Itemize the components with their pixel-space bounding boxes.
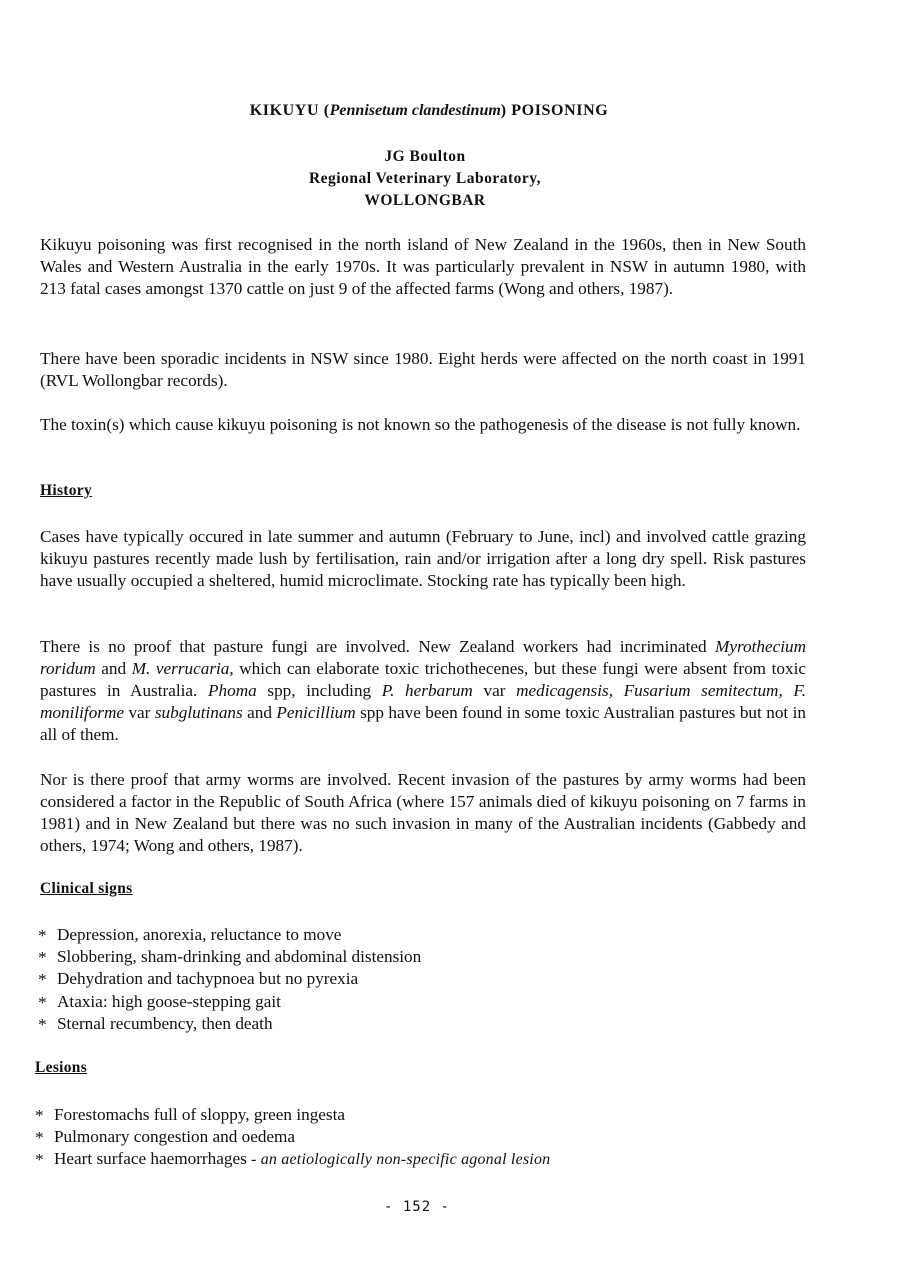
author-location: WOLLONGBAR bbox=[364, 192, 486, 209]
clinical-signs-heading: Clinical signs bbox=[40, 880, 133, 897]
list-item-text: Pulmonary congestion and oedema bbox=[54, 1127, 296, 1147]
text-run: spp, including bbox=[256, 681, 382, 700]
bullet-asterisk: * bbox=[38, 970, 47, 990]
list-item bbox=[38, 968, 421, 990]
species-name: Phoma bbox=[208, 681, 257, 700]
list-item-text: Dehydration and tachypnoea but no pyrexia bbox=[57, 969, 359, 989]
species-name: P. herbarum bbox=[381, 681, 473, 700]
history-paragraph-3: Nor is there proof that army worms are involved. Recent invasion of the pastures by army worms had been considered a factor in the Republic of South Africa (where 157 animals died of kikuyu poisoning on 7 farms in 1981) and in New Zealand but there was no such invasion in many of the Australian incidents (Gabbedy and others, 1974; Wong and others, 1987). bbox=[40, 770, 806, 855]
text-run: and bbox=[242, 703, 277, 722]
list-item-text: Depression, anorexia, reluctance to move bbox=[57, 925, 342, 944]
list-item bbox=[35, 1148, 550, 1171]
species-name: Penicillium bbox=[276, 703, 356, 722]
list-item-text: Heart surface haemorrhages bbox=[54, 1149, 247, 1169]
history-paragraph-2 bbox=[40, 636, 806, 746]
text-run: var bbox=[472, 681, 517, 700]
list-item-text: Ataxia: high goose-stepping gait bbox=[57, 991, 281, 1011]
list-item bbox=[38, 946, 421, 968]
list-item-text: Sternal recumbency, then death bbox=[57, 1013, 273, 1033]
list-item bbox=[35, 1126, 550, 1148]
bullet-asterisk: * bbox=[38, 992, 47, 1012]
lesions-list bbox=[35, 1104, 550, 1172]
history-heading: History bbox=[40, 482, 93, 499]
title-suffix: ) POISONING bbox=[500, 102, 609, 119]
intro-paragraph-1: Kikuyu poisoning was first recognised in the north island of New Zealand in the 1960s, then in New South Wales and Western Australia in the early 1970s. It was particularly prevalent in NSW in autumn 1980, with 213 fatal cases amongst 1370 cattle on just 9 of the affected farms (Wong and others, 1987). bbox=[40, 235, 806, 298]
text-run: There is no proof that pasture fungi are involved. New Zealand workers had incriminated bbox=[40, 637, 715, 656]
bullet-asterisk: * bbox=[35, 1128, 44, 1148]
lesion-note: - an aetiologically non-specific agonal lesion bbox=[246, 1151, 551, 1169]
list-item bbox=[35, 1104, 550, 1126]
title-species: Pennisetum clandestinum bbox=[329, 102, 501, 119]
bullet-asterisk: * bbox=[38, 926, 47, 945]
bullet-asterisk: * bbox=[38, 948, 47, 968]
intro-paragraph-3: The toxin(s) which cause kikuyu poisoning is not known so the pathogenesis of the disease is not fully known. bbox=[40, 415, 801, 434]
text-run: , which can elaborate toxic trichothecenes, but these fungi were absent from toxic pastures in Australia. bbox=[40, 659, 806, 700]
species-name: Myrothecium roridum bbox=[40, 637, 806, 678]
clinical-signs-list bbox=[38, 924, 421, 1035]
list-item bbox=[38, 924, 421, 946]
text-run: spp have been found in some toxic Australian pastures but not in all of them. bbox=[40, 703, 806, 744]
author-name: JG Boulton bbox=[384, 148, 466, 165]
list-item-text: Slobbering, sham-drinking and abdominal distension bbox=[57, 947, 422, 967]
species-name: M. verrucaria bbox=[131, 659, 230, 678]
text-run: var bbox=[124, 703, 155, 722]
bullet-asterisk: * bbox=[38, 1014, 47, 1034]
list-item bbox=[38, 991, 421, 1013]
page-title bbox=[0, 100, 858, 122]
lesions-heading: Lesions bbox=[35, 1059, 88, 1076]
list-item-text: Forestomachs full of sloppy, green ingesta bbox=[54, 1105, 346, 1124]
species-name: subglutinans bbox=[154, 703, 243, 722]
bullet-asterisk: * bbox=[35, 1150, 44, 1170]
title-prefix: KIKUYU ( bbox=[249, 102, 330, 119]
author-block bbox=[0, 146, 850, 212]
bullet-asterisk: * bbox=[35, 1106, 44, 1125]
author-lab: Regional Veterinary Laboratory, bbox=[308, 170, 542, 187]
history-paragraph-1: Cases have typically occured in late summer and autumn (February to June, incl) and involved cattle grazing kikuyu pastures recently made lush by fertilisation, rain and/or irrigation after a long dry spell. Risk pastures have usually occupied a sheltered, humid microclimate. Stocking rate has typically been high. bbox=[40, 527, 806, 590]
species-name: medicagensis, Fusarium semitectum, F. moniliforme bbox=[40, 681, 806, 722]
list-item bbox=[38, 1013, 421, 1035]
page-number: - 152 - bbox=[383, 1199, 450, 1215]
intro-paragraph-2: There have been sporadic incidents in NSW since 1980. Eight herds were affected on the north coast in 1991 (RVL Wollongbar records). bbox=[40, 349, 806, 390]
text-run: and bbox=[95, 659, 132, 678]
